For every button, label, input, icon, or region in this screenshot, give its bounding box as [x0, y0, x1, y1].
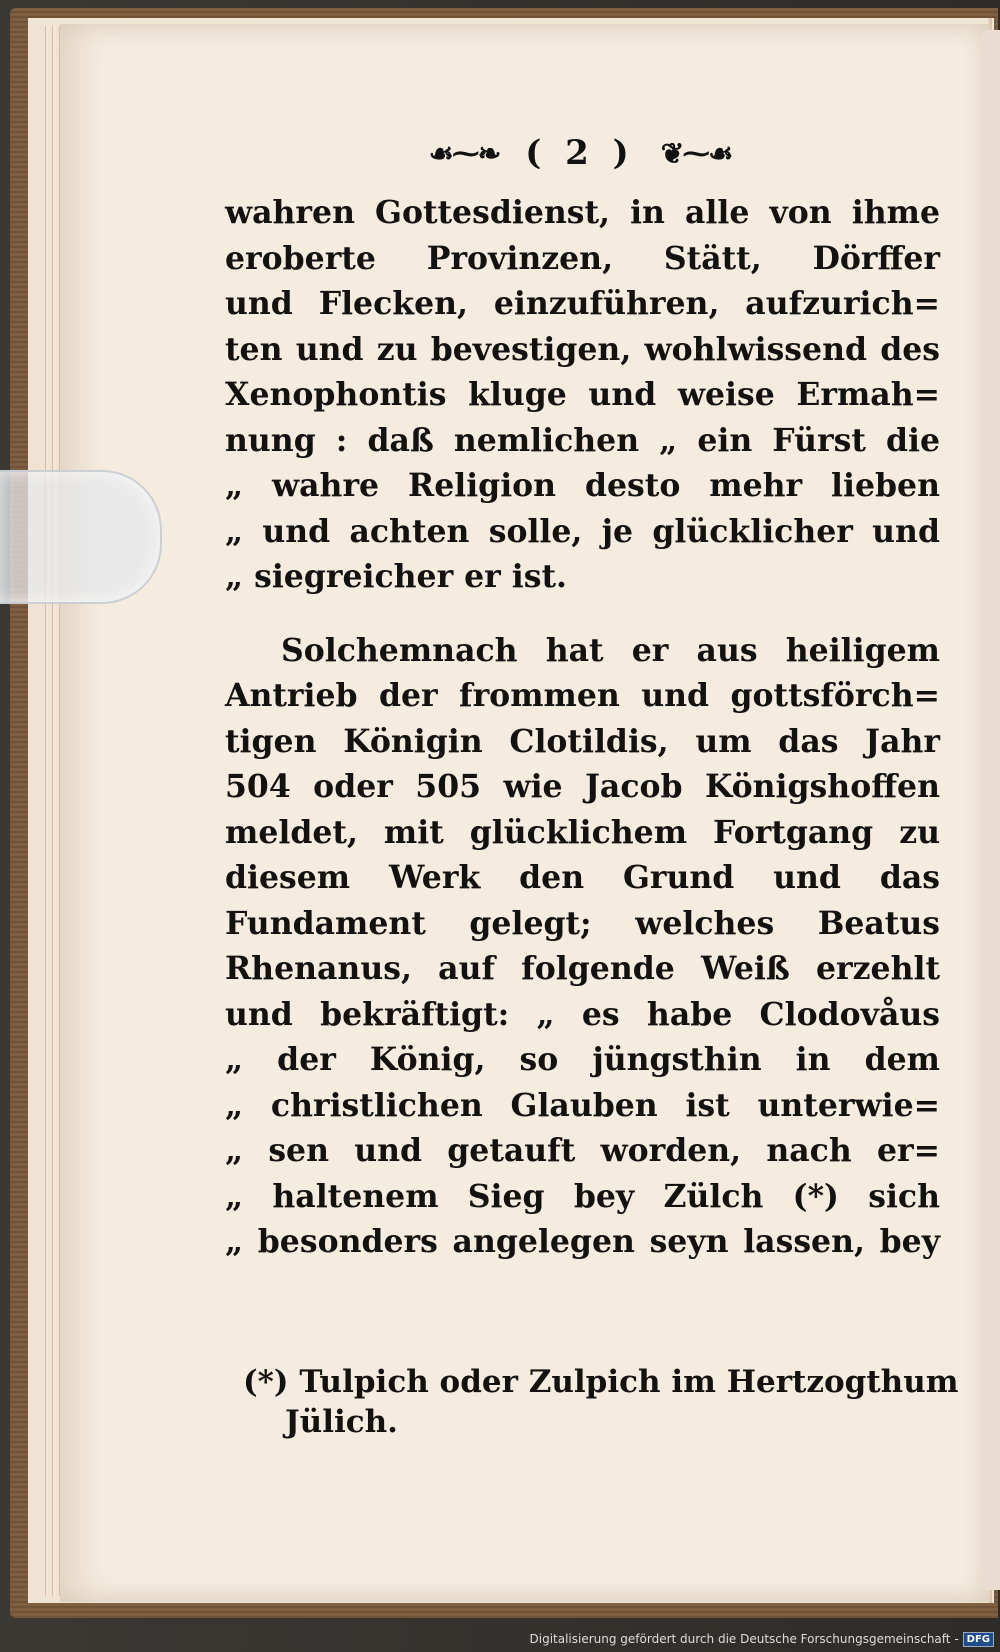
ornament-left-icon: ☙⁓❧	[428, 136, 500, 170]
text-line: ten und zu bevestigen, wohlwissend des	[225, 330, 940, 368]
paragraph-gap	[225, 600, 940, 628]
text-line: und bekräftigt: „ es habe Clodovåus	[225, 995, 940, 1033]
text-line: wahren Gottesdienst, in alle von ihme	[225, 194, 940, 231]
ornament-right-icon: ❦⁓☙	[660, 136, 732, 170]
text-line: „ besonders angelegen seyn lassen, bey	[225, 1223, 940, 1260]
text-line: „ sen und getauft worden, nach er=	[225, 1132, 940, 1169]
footnote	[243, 1362, 959, 1442]
text-line: „ der König, so jüngsthin in dem	[225, 1041, 940, 1078]
text-line: „ haltenem Sieg bey Zülch (*) sich	[225, 1177, 940, 1215]
footnote-line: Jülich.	[285, 1404, 398, 1440]
text-line: diesem Werk den Grund und das	[225, 859, 940, 896]
dfg-logo: DFG	[963, 1632, 994, 1647]
text-line: Fundament gelegt; welches Beatus	[225, 904, 940, 942]
page-header	[380, 128, 780, 178]
paragraph-1	[225, 190, 940, 600]
text-line: Solchemnach hat er aus heiligem	[281, 631, 940, 669]
footnote-line: (*) Tulpich oder Zulpich im Hertzogthum	[243, 1364, 959, 1400]
text-line: Antrieb der frommen und gottsförch=	[225, 677, 940, 714]
page-number: ( 2 )	[525, 133, 635, 173]
text-line: Rhenanus, auf folgende Weiß erzehlt	[225, 950, 940, 987]
page-clip	[0, 470, 162, 604]
digitization-credit	[530, 1630, 995, 1648]
body-text	[225, 190, 940, 1265]
text-line: Xenophontis kluge und weise Ermah=	[225, 376, 940, 413]
paragraph-2	[225, 628, 940, 1265]
text-line: meldet, mit glücklichem Fortgang zu	[225, 813, 940, 851]
credit-text: Digitalisierung gefördert durch die Deutsche Forschungsgemeinschaft -	[529, 1632, 959, 1646]
text-line: „ christlichen Glauben ist unterwie=	[225, 1086, 940, 1124]
text-line: tigen Königin Clotildis, um das Jahr	[225, 722, 940, 760]
text-line: und Flecken, einzuführen, aufzurich=	[225, 285, 940, 322]
text-line: „ wahre Religion desto mehr lieben	[225, 467, 940, 504]
facing-page-edge	[982, 30, 1000, 1590]
text-line: „ siegreicher er ist.	[225, 558, 567, 595]
text-line: nung : daß nemlichen „ ein Fürst die	[225, 421, 940, 459]
text-line: „ und achten solle, je glücklicher und	[225, 512, 940, 550]
text-line: eroberte Provinzen, Stätt, Dörffer	[225, 239, 940, 277]
text-line: 504 oder 505 wie Jacob Königshoffen	[225, 768, 940, 805]
